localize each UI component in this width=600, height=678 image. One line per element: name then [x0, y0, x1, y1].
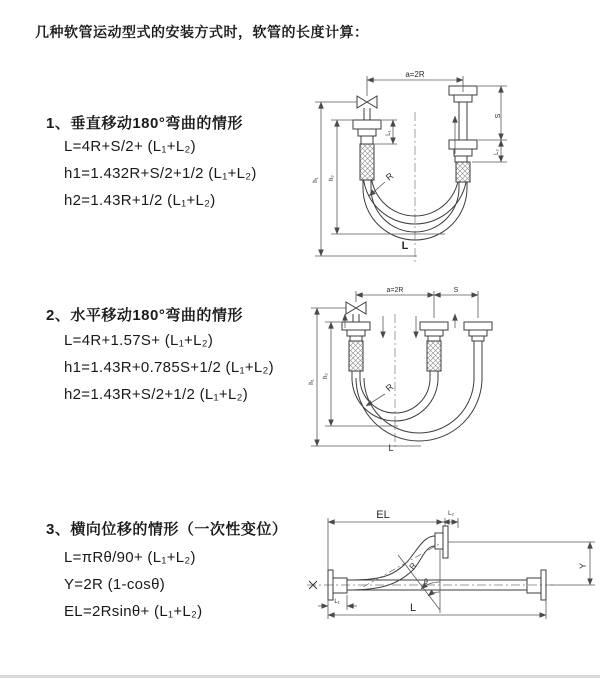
dim-label-r: R [383, 170, 396, 183]
dim-label-h1: h₁ [309, 379, 315, 385]
section-2-formulas [64, 327, 274, 408]
dim-label-l: L [409, 602, 417, 614]
dim-label-r: R [407, 561, 419, 572]
dim-label-a2r: a=2R [405, 70, 425, 79]
formula-line: Y=2R (1-cosθ) [64, 576, 166, 593]
dim-label-h2: h₂ [329, 175, 335, 181]
valve-icon [346, 302, 366, 314]
dim-label-l: L [401, 240, 409, 252]
right-pipe-fitting [464, 322, 492, 341]
dim-label-el: EL [376, 509, 390, 521]
formula-line: EL=2Rsinθ+ (L₁+L₂) [64, 603, 203, 620]
middle-pipe-fitting [420, 322, 448, 371]
section-2-heading: 2、水平移动180°弯曲的情形 [46, 307, 243, 324]
dim-label-s: S [453, 287, 459, 294]
formula-line: h2=1.43R+S/2+1/2 (L₁+L₂) [64, 386, 249, 403]
diagram-lateral-displacement [295, 498, 600, 648]
braid-sleeve [360, 144, 374, 180]
dim-label-theta: θ [424, 579, 428, 586]
section-3-heading: 3、横向位移的情形（一次性变位） [46, 521, 288, 538]
dim-label-l1: L₁ [386, 130, 392, 136]
displaced-flange [443, 526, 448, 558]
angle-construction [398, 550, 440, 613]
diagram-vertical-180-bend [305, 66, 595, 266]
formula-line: L=πRθ/90+ (L₁+L₂) [64, 549, 196, 566]
formula-line: h2=1.43R+1/2 (L₁+L₂) [64, 192, 216, 209]
dim-label-s: S [495, 113, 502, 119]
dimension-lines [315, 76, 507, 256]
right-pipe-fitting [449, 86, 477, 182]
dim-label-l2: L₂ [448, 511, 454, 517]
formula-line: h1=1.43R+0.785S+1/2 (L₁+L₂) [64, 359, 274, 376]
dim-label-l: L [388, 443, 394, 453]
dim-label-a2r: a=2R [386, 287, 404, 294]
dim-label-l2: L₂ [494, 149, 500, 155]
dim-label-l1: L₁ [334, 599, 340, 605]
braid-sleeve [427, 341, 441, 371]
diagram-horizontal-180-bend [303, 278, 598, 453]
section-3-formulas [64, 544, 202, 625]
dim-label-h1: h₁ [313, 177, 319, 183]
braid-sleeve [349, 341, 363, 371]
dim-label-r: R [383, 381, 396, 394]
page-title: 几种软管运动型式的安装方式时，软管的长度计算： [35, 24, 369, 40]
dimension-lines [311, 291, 478, 446]
left-pipe-fitting [342, 314, 370, 371]
dim-label-h2: h₂ [323, 373, 329, 379]
braid-sleeve [456, 162, 470, 182]
section-1-heading: 1、垂直移动180°弯曲的情形 [46, 115, 243, 132]
dim-label-y: Y [578, 562, 588, 570]
dimension-lines [318, 518, 595, 619]
section-1-formulas [64, 133, 257, 214]
valve-icon [357, 96, 377, 108]
formula-line: h1=1.432R+S/2+1/2 (L₁+L₂) [64, 165, 257, 182]
formula-line: L=4R+1.57S+ (L₁+L₂) [64, 332, 214, 349]
formula-line: L=4R+S/2+ (L₁+L₂) [64, 138, 196, 155]
